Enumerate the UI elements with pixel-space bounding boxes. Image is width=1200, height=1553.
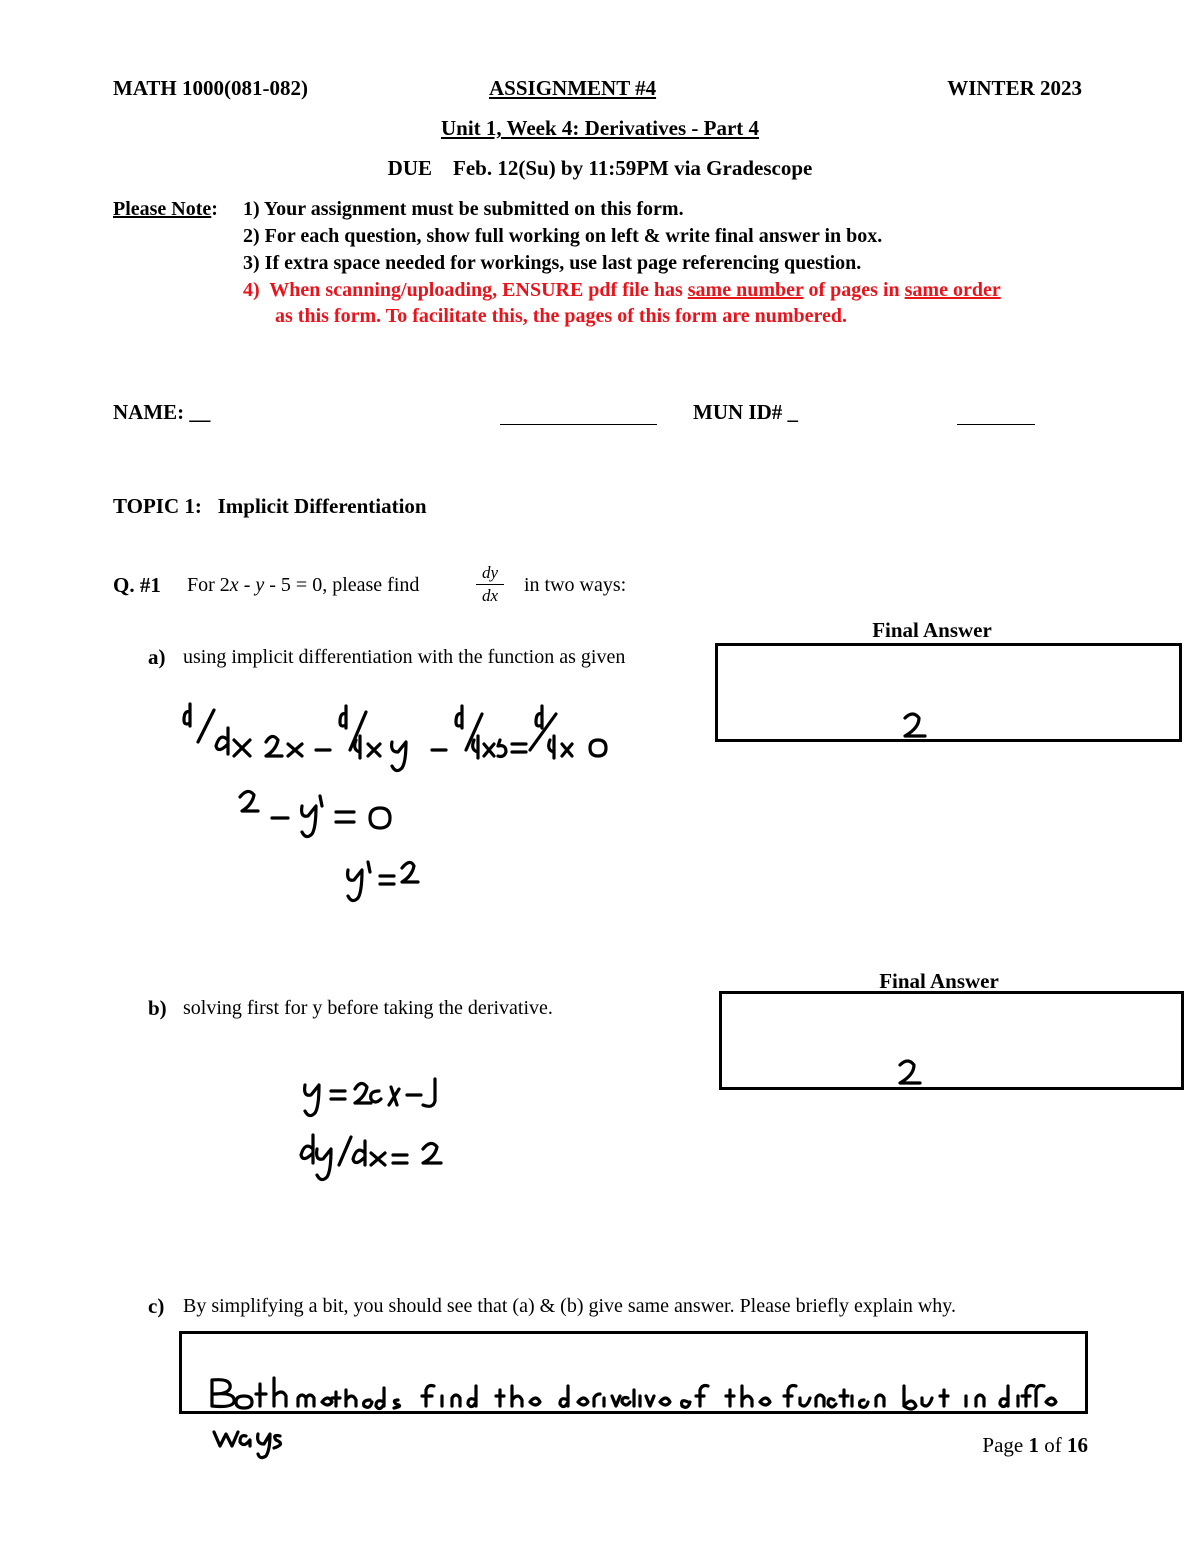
note-1: 1) Your assignment must be submitted on this form.: [243, 198, 684, 220]
part-c-label: c): [148, 1294, 165, 1318]
fraction-numerator: dy: [481, 563, 499, 582]
due-date: DUE Feb. 12(Su) by 11:59PM via Gradescope: [387, 156, 813, 180]
note-4-continued: as this form. To facilitate this, the pages of this form are numbered.: [275, 305, 848, 327]
part-c-text: By simplifying a bit, you should see that (a) & (b) give same answer. Please briefly explain why.: [183, 1295, 956, 1317]
page-number: [982, 1433, 1088, 1457]
part-b-text: solving first for y before taking the derivative.: [183, 997, 553, 1019]
stem-var-x: x: [229, 574, 239, 596]
mun-id-label: MUN ID# _: [693, 400, 798, 424]
final-answer-box-b[interactable]: [719, 991, 1184, 1090]
note-4-same-order: same order: [904, 279, 1001, 301]
part-a-text: using implicit differentiation with the function as given: [183, 646, 626, 668]
unit-title: Unit 1, Week 4: Derivatives - Part 4: [440, 116, 760, 140]
page-of-word: of: [1039, 1433, 1067, 1457]
course-code: MATH 1000(081-082): [113, 76, 308, 100]
notes-label-line: [113, 197, 218, 221]
page-word: Page: [982, 1433, 1029, 1457]
please-note-label: Please Note: [113, 198, 212, 220]
final-answer-box-a[interactable]: [715, 643, 1182, 742]
note-3: 3) If extra space needed for workings, use last page referencing question.: [243, 252, 862, 274]
please-note-colon: :: [211, 198, 218, 220]
question-stem: [187, 573, 419, 597]
note-2: 2) For each question, show full working on left & write final answer in box.: [243, 225, 883, 247]
stem-var-y: y: [255, 574, 265, 596]
part-a-label: a): [148, 645, 166, 669]
page-total: 16: [1067, 1433, 1088, 1457]
topic-heading: TOPIC 1: Implicit Differentiation: [113, 494, 427, 518]
mun-id-blank-line[interactable]: [957, 424, 1035, 425]
handwritten-working-a: [170, 700, 640, 910]
question-number: Q. #1: [113, 573, 161, 597]
note-4-part-c: of pages in: [803, 279, 905, 301]
name-label: NAME: __: [113, 400, 211, 424]
handwritten-working-b: [295, 1065, 475, 1185]
note-4: [243, 278, 1001, 302]
part-b-label: b): [148, 996, 167, 1020]
final-answer-label-b: Final Answer: [879, 969, 999, 993]
note-4-part-a: 4) When scanning/uploading, ENSURE pdf file has: [243, 279, 688, 301]
note-4-same-number: same number: [687, 279, 804, 301]
stem-part-b: -: [238, 574, 256, 596]
question-stem-end: in two ways:: [524, 574, 627, 596]
page-current: 1: [1028, 1433, 1039, 1457]
stem-part-a: For 2: [187, 574, 230, 596]
fraction-denominator: dx: [481, 586, 499, 605]
handwritten-answer-a: [895, 710, 935, 746]
dy-dx-fraction: [476, 563, 504, 606]
stem-part-c: - 5 = 0, please find: [264, 574, 420, 596]
handwritten-answer-c: [200, 1370, 1060, 1470]
term: WINTER 2023: [947, 76, 1082, 100]
fraction-bar: [476, 584, 504, 585]
name-blank-line[interactable]: [500, 424, 657, 425]
handwritten-answer-b: [890, 1055, 930, 1091]
assignment-title: ASSIGNMENT #4: [489, 76, 657, 100]
final-answer-label-a: Final Answer: [872, 618, 992, 642]
